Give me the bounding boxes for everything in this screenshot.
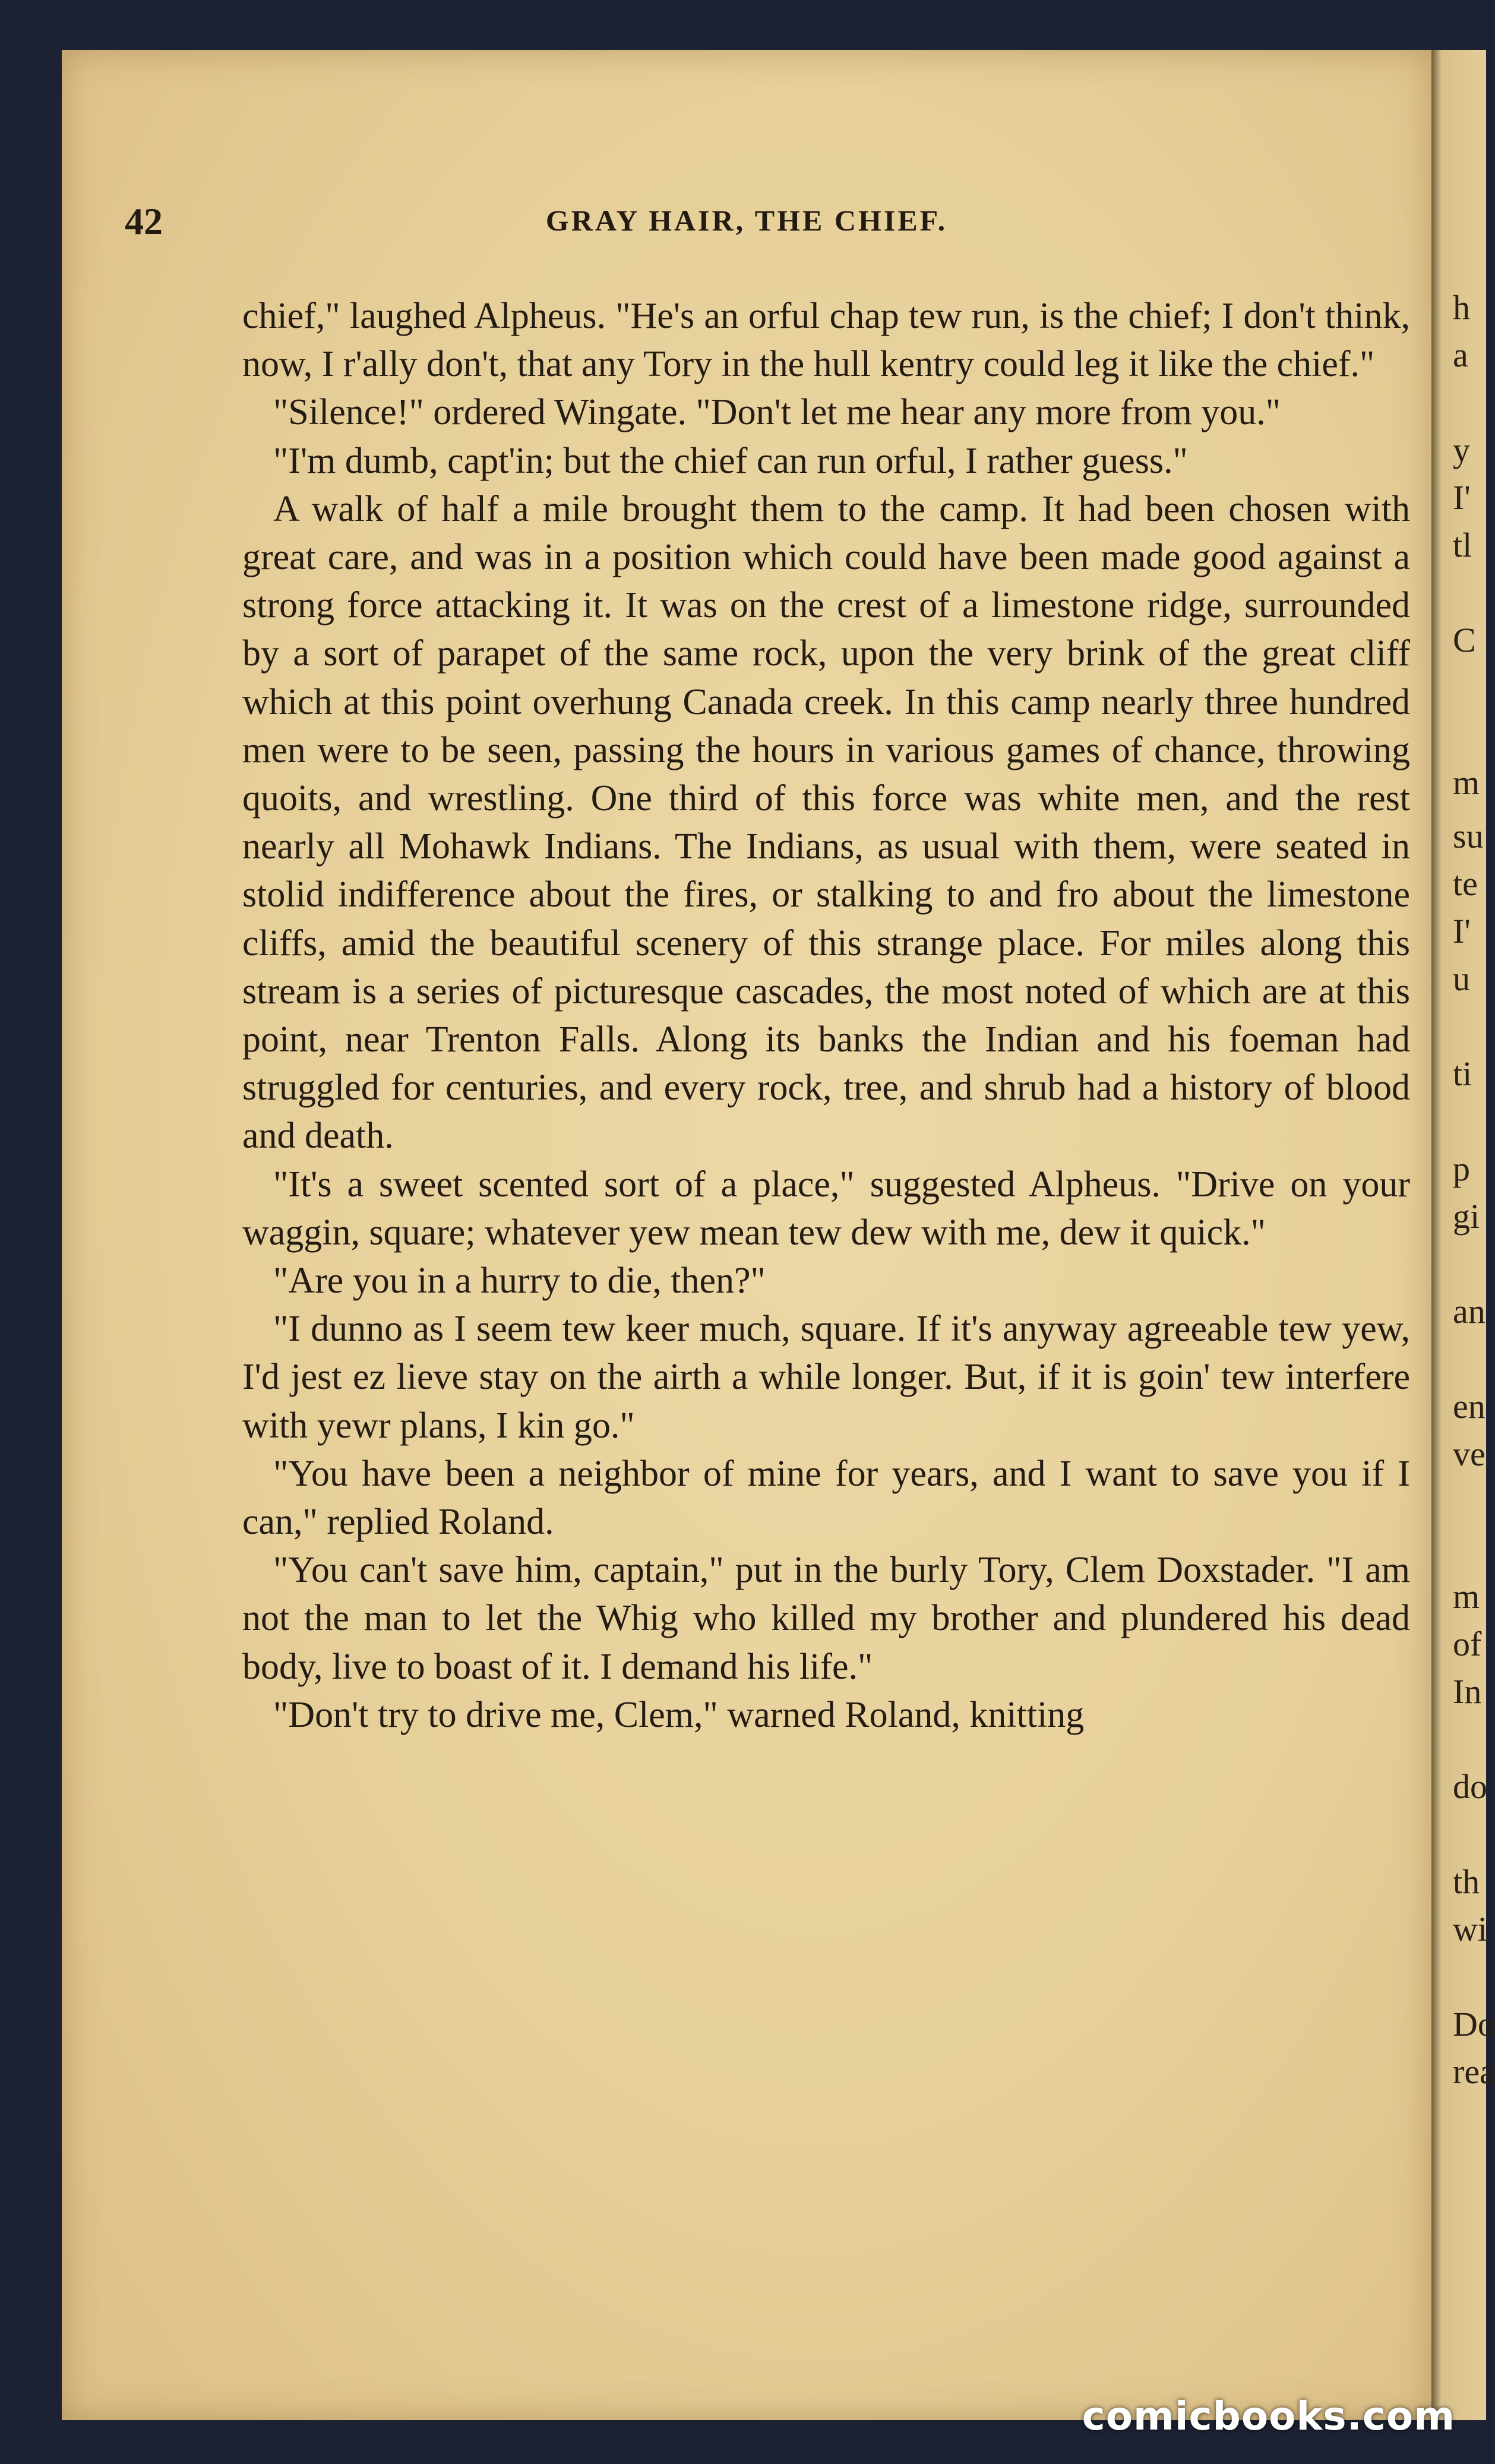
paragraph: "I dunno as I seem tew keer much, square. If it's anyway agreeable tew yew, I'd jest ez lieve stay on the airth a while longer. But, if it is goin' tew interfere with yewr plans, I kin go." <box>242 1309 1410 1446</box>
book-page <box>62 50 1431 2420</box>
paragraph: "Silence!" ordered Wingate. "Don't let me hear any more from you." <box>273 392 1281 433</box>
page-number: 42 <box>125 200 163 242</box>
adjacent-fragment: wi <box>1453 1910 1487 1948</box>
adjacent-fragment: p <box>1453 1149 1470 1188</box>
paragraph: "Don't try to drive me, Clem," warned Roland, knitting <box>273 1694 1085 1735</box>
adjacent-fragment: In <box>1453 1672 1482 1711</box>
paragraph: chief," laughed Alpheus. "He's an orful chap tew run, is the chief; I don't think, now, I r'ally don't, that any Tory in the hull kentry could leg it like the chief." <box>242 296 1410 385</box>
adjacent-fragment: ti <box>1453 1054 1472 1093</box>
adjacent-fragment: su <box>1453 817 1484 855</box>
watermark: comicbooks.com <box>1082 2393 1455 2439</box>
adjacent-fragment: h <box>1453 288 1470 327</box>
adjacent-fragment: an <box>1453 1292 1485 1331</box>
body-text <box>242 292 1410 1739</box>
adjacent-fragment: te <box>1453 864 1478 903</box>
adjacent-fragment: rea <box>1453 2052 1495 2091</box>
running-head: GRAY HAIR, THE CHIEF. <box>545 204 948 237</box>
paragraph: "Are you in a hurry to die, then?" <box>273 1261 766 1302</box>
paragraph: "I'm dumb, capt'in; but the chief can run orful, I rather guess." <box>273 440 1188 481</box>
adjacent-fragment: C <box>1453 621 1476 659</box>
adjacent-fragment: y <box>1453 431 1470 469</box>
adjacent-fragment: m <box>1453 1577 1480 1616</box>
adjacent-fragment: gi <box>1453 1197 1480 1236</box>
adjacent-fragment: tl <box>1453 526 1472 564</box>
adjacent-fragment: do <box>1453 1767 1487 1806</box>
adjacent-fragment: I' <box>1453 478 1471 517</box>
adjacent-page-edge <box>1431 50 1495 2420</box>
adjacent-fragment: th <box>1453 1862 1480 1901</box>
adjacent-fragment: of <box>1453 1625 1482 1663</box>
adjacent-fragment: u <box>1453 959 1470 998</box>
paragraph: "It's a sweet scented sort of a place," suggested Alpheus. "Drive on your waggin, square; whatever yew mean tew dew with me, dew it quick." <box>242 1164 1410 1253</box>
adjacent-fragment: ve <box>1453 1435 1485 1473</box>
adjacent-fragment: m <box>1453 763 1480 802</box>
adjacent-fragment: en <box>1453 1387 1485 1426</box>
paragraph: A walk of half a mile brought them to the camp. It had been chosen with great care, and was in a position which could have been made good against a strong force attacking it. It was on the crest of a limestone ridge, surrounded by a sort of parapet of the same rock, upon the very brink of the great cliff which at this point overhung Canada creek. In this camp nearly three hundred men were to be seen, passing the hours in various games of chance, throwing quoits, and wrestling. One third of this force was white men, and the rest nearly all Mohawk Indians. The Indians, as usual with them, were seated in stolid indifference about the fires, or stalking to and fro about the limestone cliffs, amid the beautiful scenery of this strange place. For miles along this stream is a series of picturesque cascades, the most noted of which are at this point, near Trenton Falls. Along its banks the Indian and his foeman had struggled for centuries, and every rock, tree, and shrub had a history of blood and death. <box>242 488 1410 1157</box>
adjacent-fragment: a <box>1453 336 1468 374</box>
paragraph: "You have been a neighbor of mine for years, and I want to save you if I can," replied Roland. <box>242 1453 1410 1543</box>
adjacent-fragment: I' <box>1453 912 1471 950</box>
adjacent-fragment: Do <box>1453 2005 1495 2043</box>
paragraph: "You can't save him, captain," put in the burly Tory, Clem Doxstader. "I am not the man to let the Whig who killed my brother and plundered his dead body, live to boast of it. I demand his life." <box>242 1550 1410 1687</box>
